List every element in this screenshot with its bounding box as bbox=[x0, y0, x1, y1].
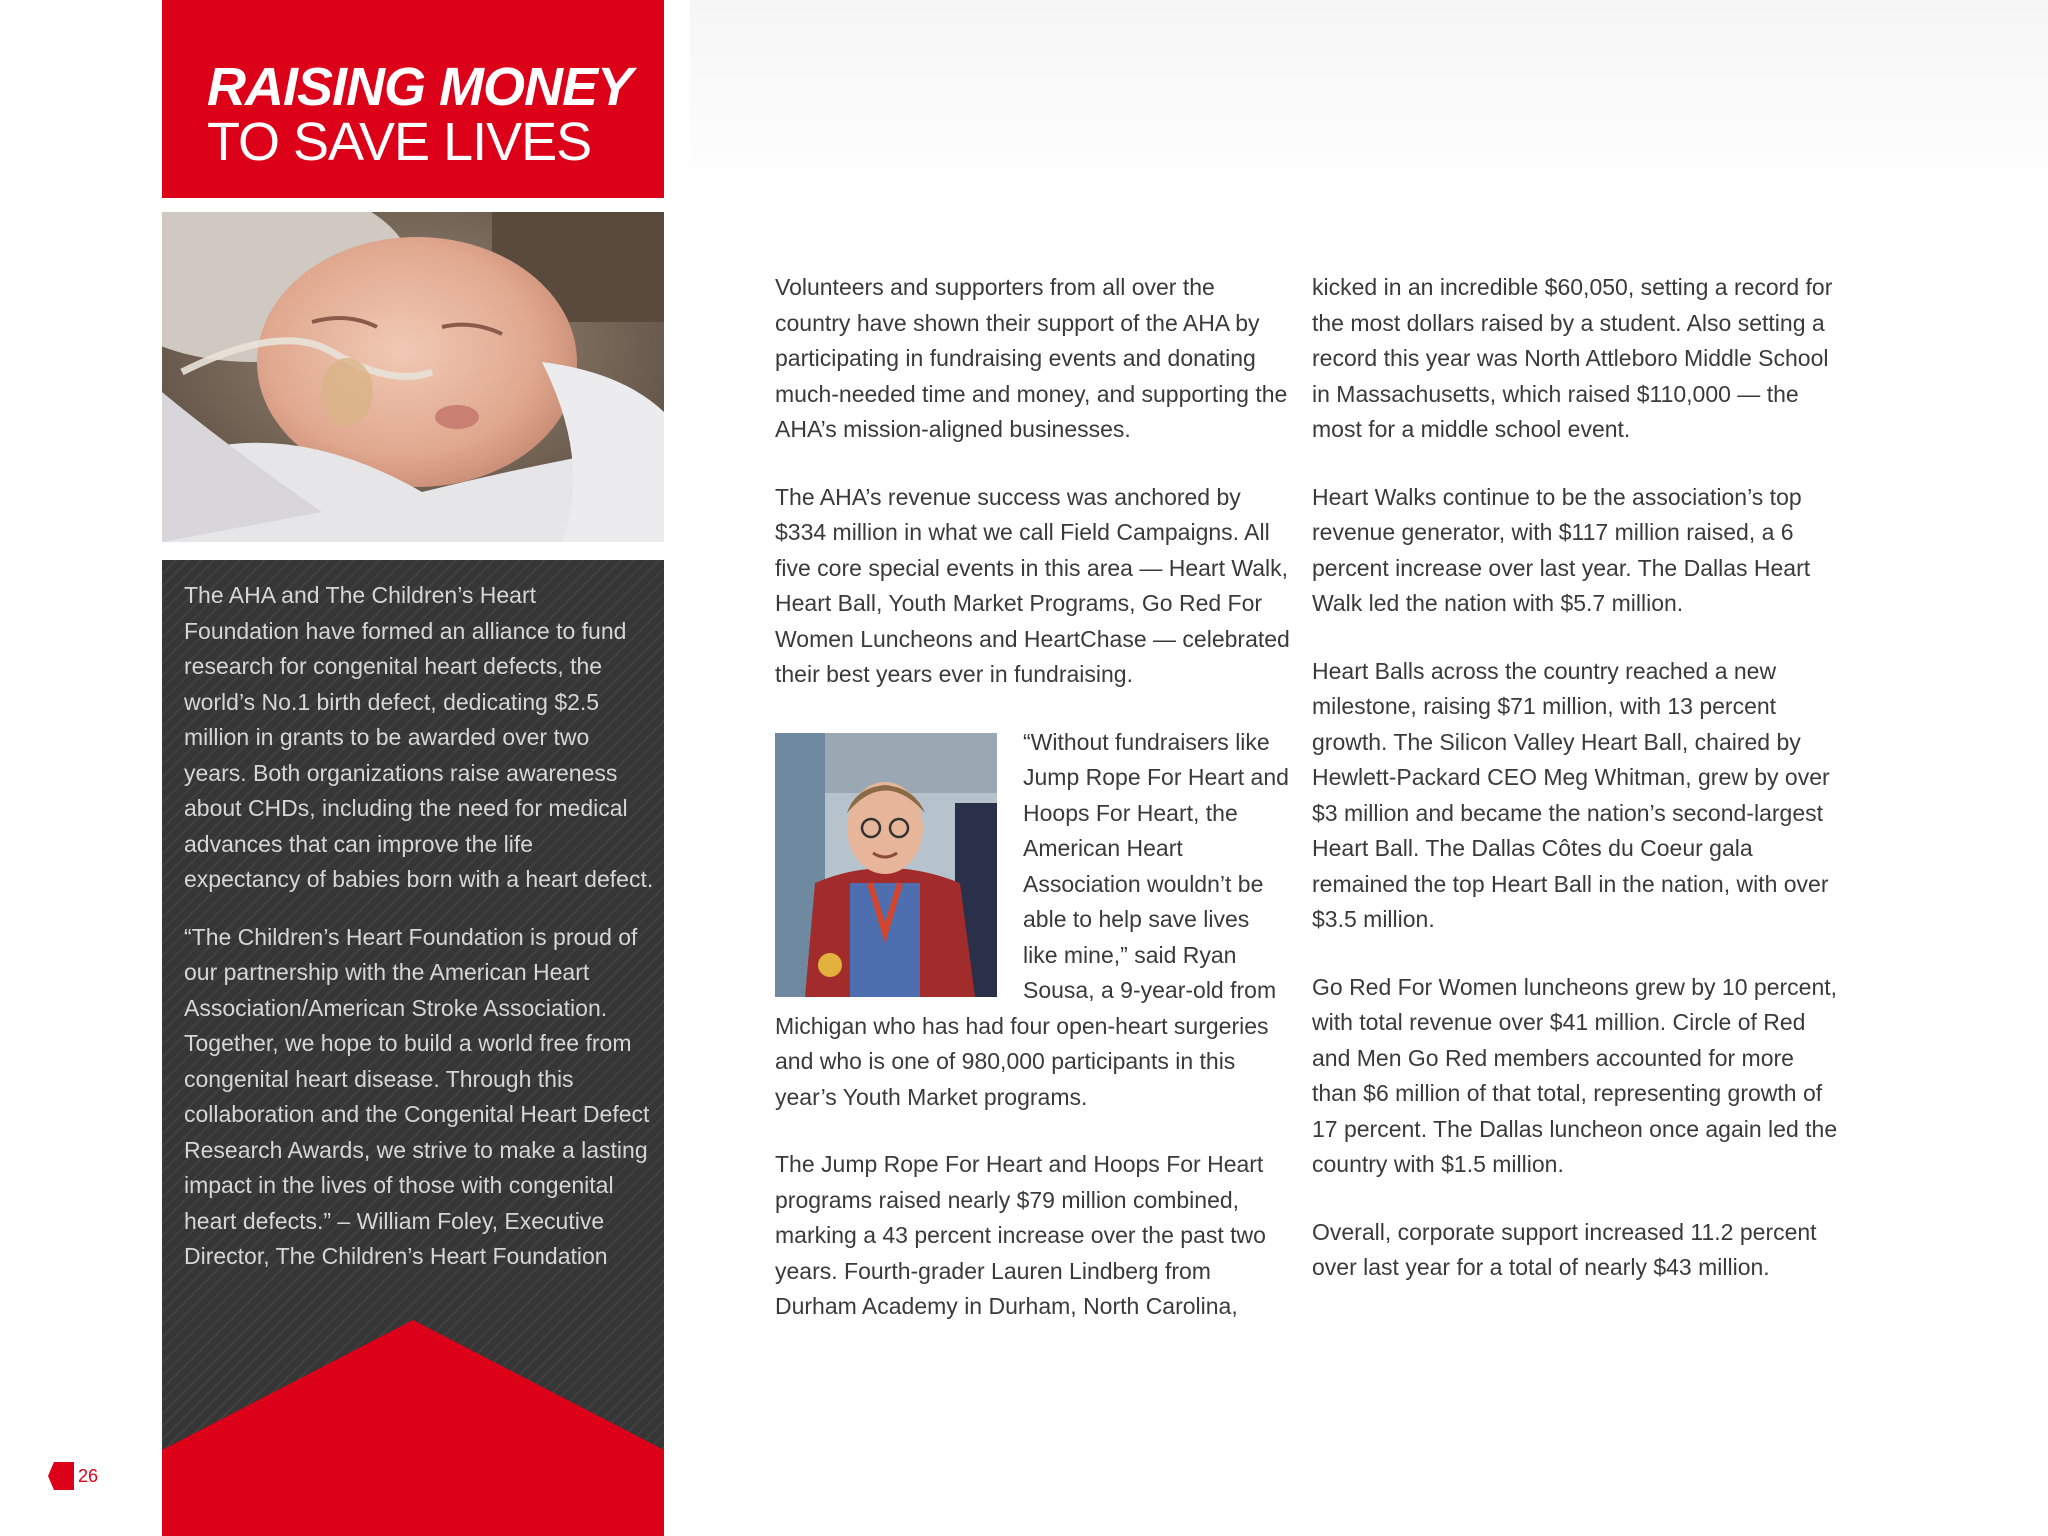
red-arrow-graphic bbox=[162, 1320, 664, 1536]
body-paragraph: Heart Walks continue to be the association’s top revenue generator, with $117 million raised, a 6 percent increase over last year. The Dallas Heart Walk led the nation with $5.7 million. bbox=[1312, 483, 1811, 616]
page-number bbox=[48, 1462, 98, 1490]
sidebar-panel bbox=[162, 560, 664, 1536]
body-paragraph: Heart Balls across the country reached a new milestone, raising $71 million, with 13 percent growth. The Silicon Valley Heart Ball, chaired by Hewlett-Packard CEO Meg Whitman, grew by over $3 million and became the nation’s second-largest Heart Ball. The Dallas Côtes du Coeur gala remained the top Heart Ball in the nation, with over $3.5 million. bbox=[1312, 657, 1830, 932]
body-paragraph: The AHA’s revenue success was anchored by $334 million in what we call Field Campaigns. All five core special events in this area — Heart Walk, Heart Ball, Youth Market Programs, Go Red For Women Luncheons and HeartChase — celebrated their best years ever in fundraising. bbox=[775, 483, 1290, 687]
body-paragraph: Go Red For Women luncheons grew by 10 percent, with total revenue over $41 million. Circle of Red and Men Go Red members accounted for more than $6 million of that total, representing growth of 17 percent. The Dallas luncheon once again led the country with $1.5 million. bbox=[1312, 973, 1838, 1177]
body-paragraph: The Jump Rope For Heart and Hoops For Heart programs raised nearly $79 million combined, marking a 43 percent increase over the past two years. Fourth-grader Lauren Lindberg from Durham Academy in Durham, North Carolina, bbox=[775, 1151, 1266, 1319]
page-subtitle: TO SAVE LIVES bbox=[207, 112, 592, 172]
column-right bbox=[1312, 270, 1842, 1318]
body-paragraph: kicked in an incredible $60,050, setting a record for the most dollars raised by a student. Also setting a record this year was North Attleboro Middle School in Massachusetts, which raised $110,000 — the most for a middle school event. bbox=[1312, 274, 1833, 442]
title-block bbox=[162, 0, 664, 198]
body-paragraph: Volunteers and supporters from all over the country have shown their support of the AHA by participating in fundraising events and donating much-needed time and money, and supporting the AHA’s mission-aligned businesses. bbox=[775, 274, 1288, 442]
column-left bbox=[775, 270, 1290, 1357]
sidebar-quote: “The Children’s Heart Foundation is proud of our partnership with the American Heart Association/American Stroke Association. Together, we hope to build a world free from congenital heart disease. Through this collaboration and the Congenital Heart Defect Research Awards, we strive to make a lasting impact in the lives of those with congenital heart defects.” – William Foley, Executive Director, The Children’s Heart Foundation bbox=[184, 923, 650, 1269]
header-background bbox=[690, 0, 2048, 200]
baby-photo bbox=[162, 212, 664, 542]
page-marker-icon bbox=[48, 1462, 74, 1490]
quote-paragraph: “Without fundraisers like Jump Rope For Heart and Hoops For Heart, the American Heart Association wouldn’t be able to help save lives like mine,” said Ryan Sousa, a 9-year-old from Michigan who has had four open-heart surgeries and who is one of 980,000 participants in this year’s Youth Market programs. bbox=[775, 728, 1289, 1110]
page-number-label: 26 bbox=[78, 1465, 99, 1486]
boy-photo bbox=[775, 733, 997, 997]
sidebar-paragraph: The AHA and The Children’s Heart Foundation have formed an alliance to fund research for congenital heart defects, the world’s No.1 birth defect, dedicating $2.5 million in grants to be awarded over two years. Both organizations raise awareness about CHDs, including the need for medical advances that can improve the life expectancy of babies born with a heart defect. bbox=[184, 582, 654, 892]
page-title: RAISING MONEY bbox=[207, 57, 633, 117]
body-paragraph: Overall, corporate support increased 11.2 percent over last year for a total of nearly $43 million. bbox=[1312, 1218, 1817, 1280]
